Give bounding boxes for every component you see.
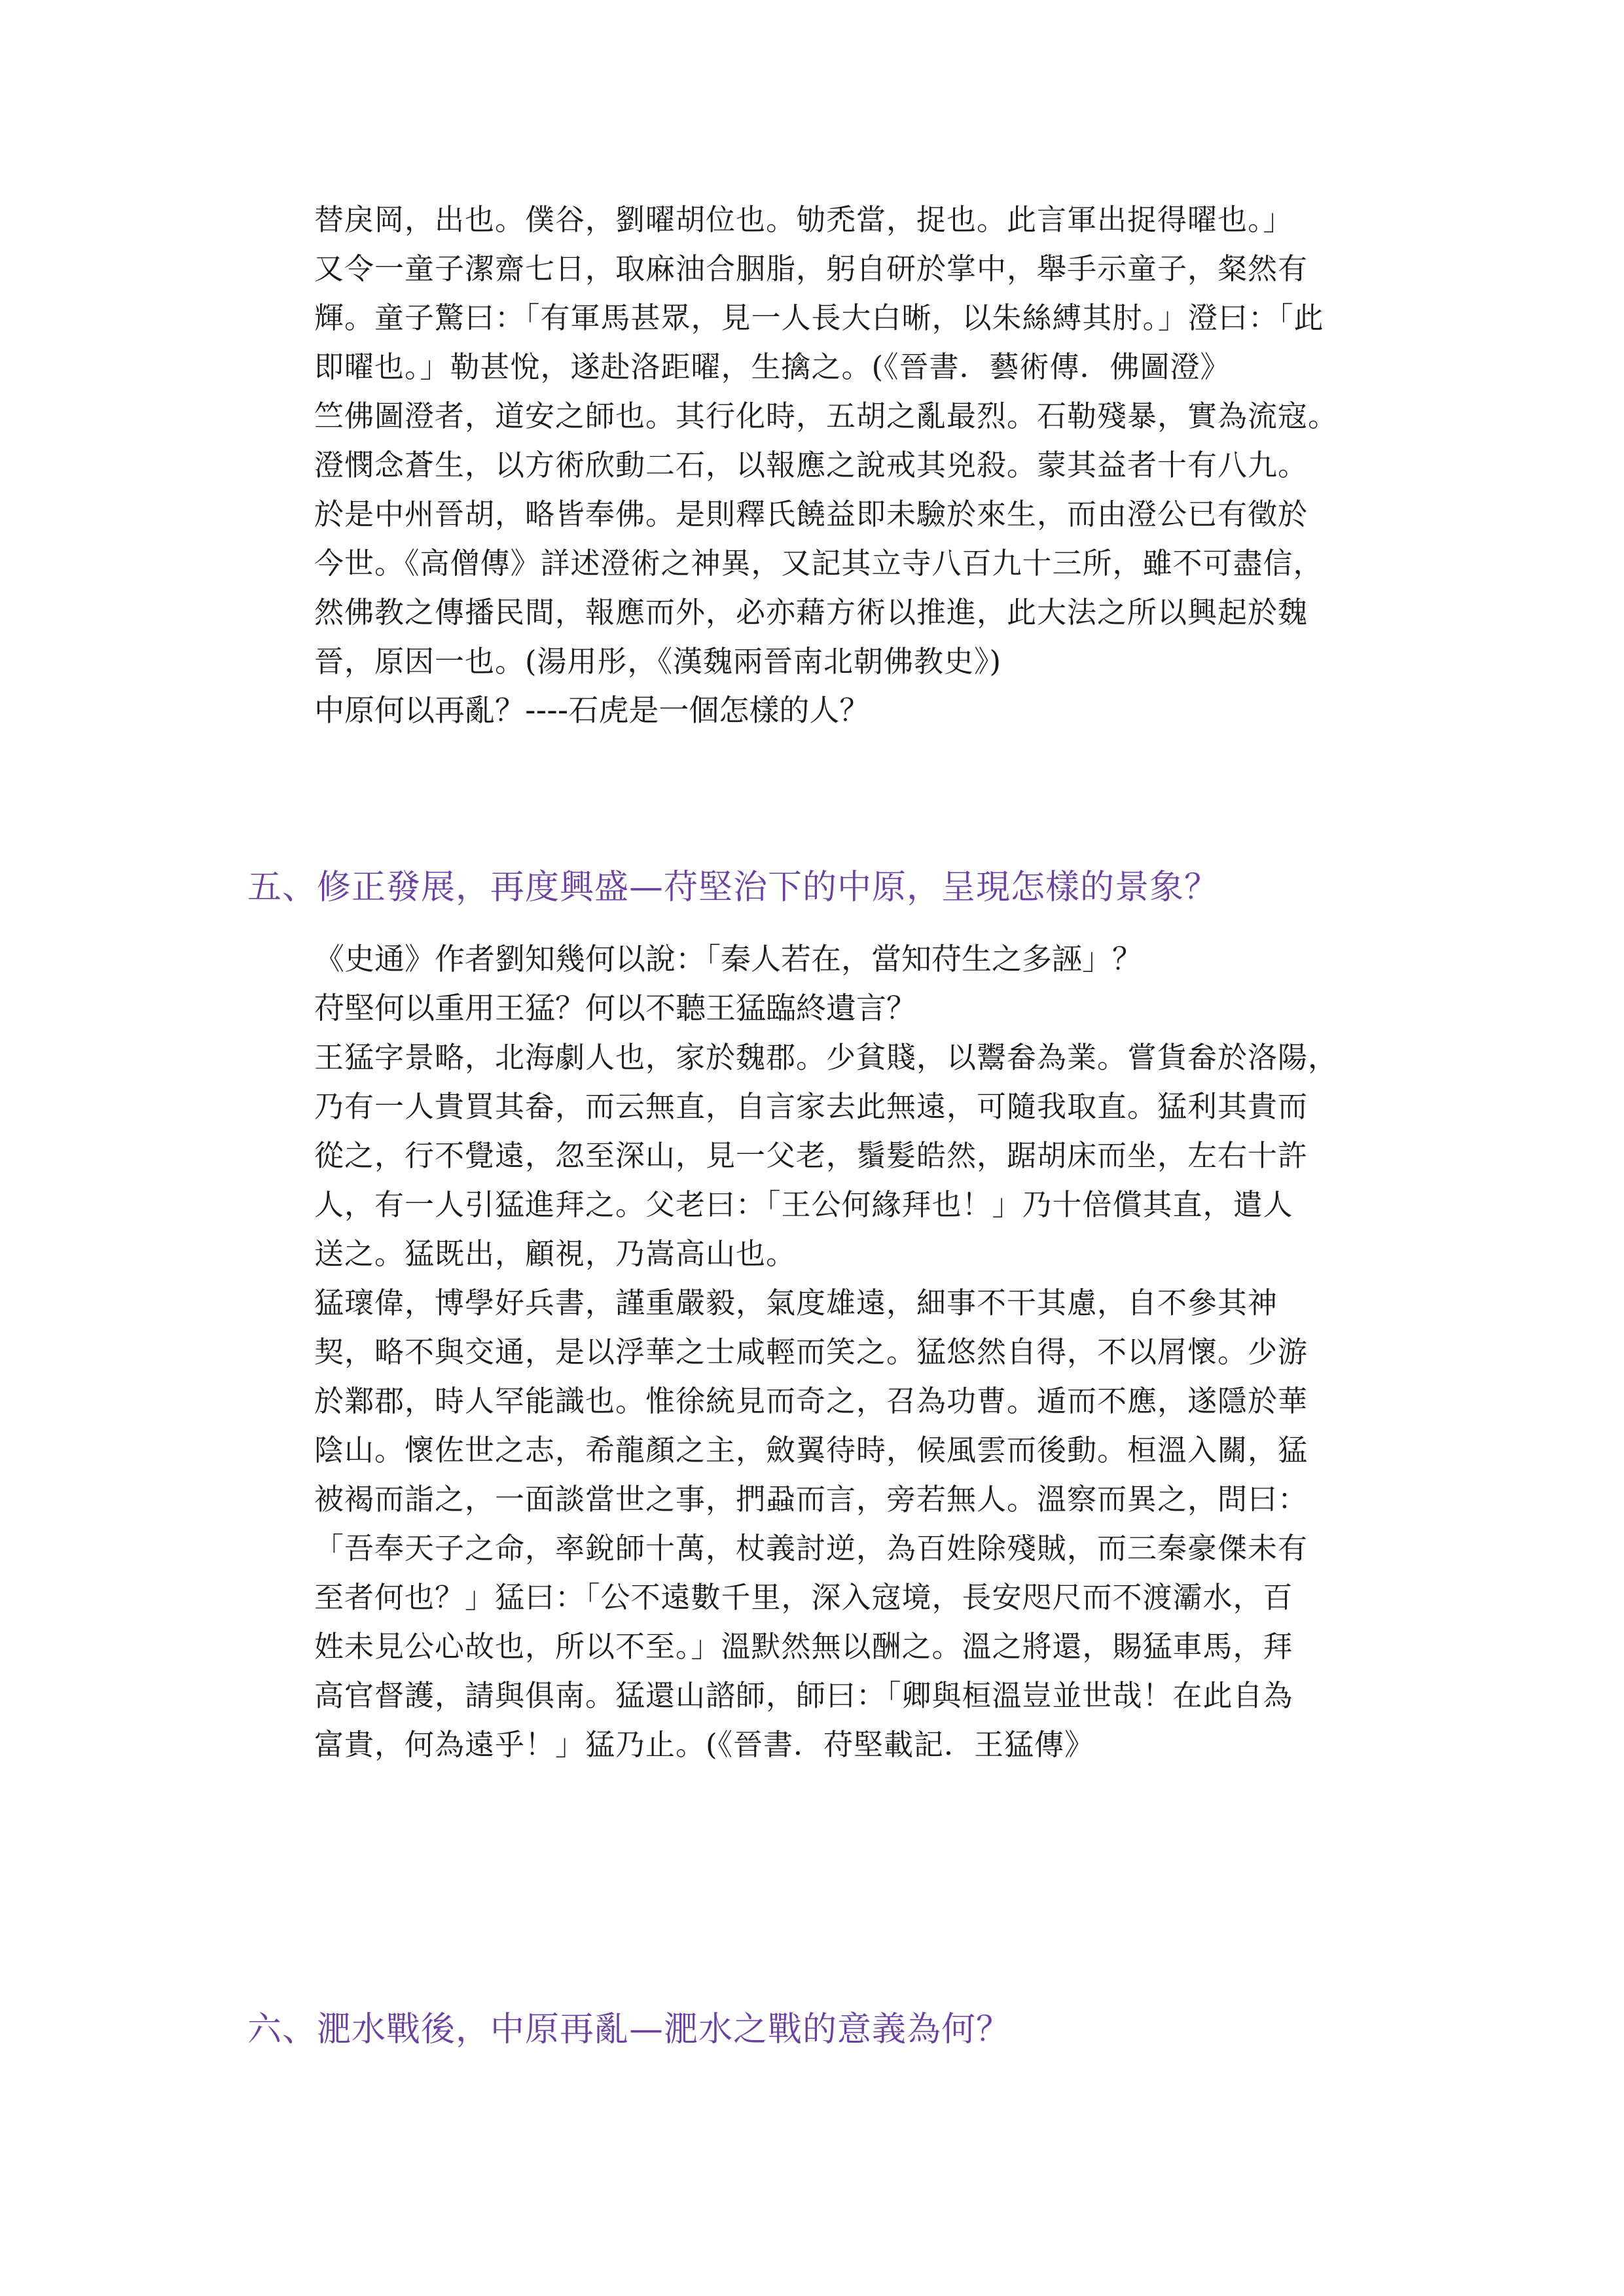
text-line: 姓未見公心故也，所以不至。」溫默然無以酬之。溫之將還，賜猛車馬，拜 <box>314 1629 1293 1664</box>
text-line: 送之。猛既出，顧視，乃嵩高山也。 <box>314 1236 797 1271</box>
text-line: 即曜也。」勒甚悅，遂赴洛距曜，生擒之。(《晉書．藝術傳．佛圖澄》 <box>314 350 1231 384</box>
question-line: 中原何以再亂？----石虎是一個怎樣的人？ <box>314 692 870 728</box>
text-line: 於是中州晉胡，略皆奉佛。是則釋氏饒益即未驗於來生，而由澄公已有徵於 <box>314 497 1308 531</box>
text-line: 「吾奉天子之命，率銳師十萬，杖義討逆，為百姓除殘賊，而三秦豪傑未有 <box>314 1531 1308 1566</box>
text-line: 至者何也？」猛曰：「公不遠數千里，深入寇境，長安咫尺而不渡灞水，百 <box>314 1580 1293 1615</box>
text-line: 乃有一人貴買其畚，而云無直，自言家去此無遠，可隨我取直。猛利其貴而 <box>314 1089 1308 1124</box>
text-line: 被褐而詣之，一面談當世之事，捫蝨而言，旁若無人。溫察而異之，問曰： <box>314 1482 1308 1516</box>
text-line: 人，有一人引猛進拜之。父老曰：「王公何緣拜也！」乃十倍償其直，遣人 <box>314 1187 1293 1222</box>
text-line: 於鄴郡，時人罕能識也。惟徐統見而奇之，召為功曹。遁而不應，遂隱於華 <box>314 1384 1308 1418</box>
text-line: 輝。童子驚曰：「有軍馬甚眾，見一人長大白晰，以朱絲縛其肘。」澄曰：「此 <box>314 300 1324 335</box>
text-line: 高官督護，請與俱南。猛還山諮師，師曰：「卿與桓溫豈並世哉！在此自為 <box>314 1678 1293 1713</box>
text-line: 澄憫念蒼生，以方術欣動二石，以報應之說戒其兇殺。蒙其益者十有八九。 <box>314 448 1308 482</box>
text-line: 陰山。懷佐世之志，希龍顏之主，斂翼待時，候風雲而後動。桓溫入關，猛 <box>314 1433 1308 1467</box>
text-line: 富貴，何為遠乎！」猛乃止。(《晉書．苻堅載記．王猛傳》 <box>314 1727 1095 1762</box>
text-line: 替戾岡，出也。僕谷，劉曜胡位也。劬禿當，捉也。此言軍出捉得曜也。」 <box>314 202 1293 237</box>
text-line: 猛瓌偉，博學好兵書，謹重嚴毅，氣度雄遠，細事不干其慮，自不參其神 <box>314 1285 1278 1320</box>
question-line: 苻堅何以重用王猛？何以不聽王猛臨終遺言？ <box>314 990 916 1026</box>
text-line: 竺佛圖澄者，道安之師也。其行化時，五胡之亂最烈。石勒殘暴，實為流寇。 <box>314 399 1339 433</box>
text-block-1 <box>314 195 1388 735</box>
section-heading-6: 六、淝水戰後，中原再亂—淝水之戰的意義為何？ <box>247 2010 1011 2049</box>
section-heading-5: 五、修正發展，再度興盛—苻堅治下的中原，呈現怎樣的景象？ <box>247 868 1219 907</box>
text-line: 今世。《高僧傳》詳述澄術之神異，又記其立寺八百九十三所，雖不可盡信， <box>314 546 1324 581</box>
text-line: 晉，原因一也。(湯用彤，《漢魏兩晉南北朝佛教史》) <box>314 644 1002 679</box>
question-line: 《史通》作者劉知幾何以說：「秦人若在，當知苻生之多誣」？ <box>314 941 1142 977</box>
text-line: 然佛教之傳播民間，報應而外，必亦藉方術以推進，此大法之所以興起於魏 <box>314 595 1308 630</box>
text-line: 契，略不與交通，是以浮華之士咸輕而笑之。猛悠然自得，不以屑懷。少游 <box>314 1335 1308 1369</box>
text-line: 又令一童子潔齋七日，取麻油合胭脂，躬自研於掌中，舉手示童子，粲然有 <box>314 251 1308 286</box>
text-line: 從之，行不覺遠，忽至深山，見一父老，鬚髮皓然，踞胡床而坐，左右十許 <box>314 1138 1308 1173</box>
text-line: 王猛字景略，北海劇人也，家於魏郡。少貧賤，以鬻畚為業。嘗貨畚於洛陽， <box>314 1040 1339 1075</box>
text-block-2 <box>314 935 1388 1769</box>
